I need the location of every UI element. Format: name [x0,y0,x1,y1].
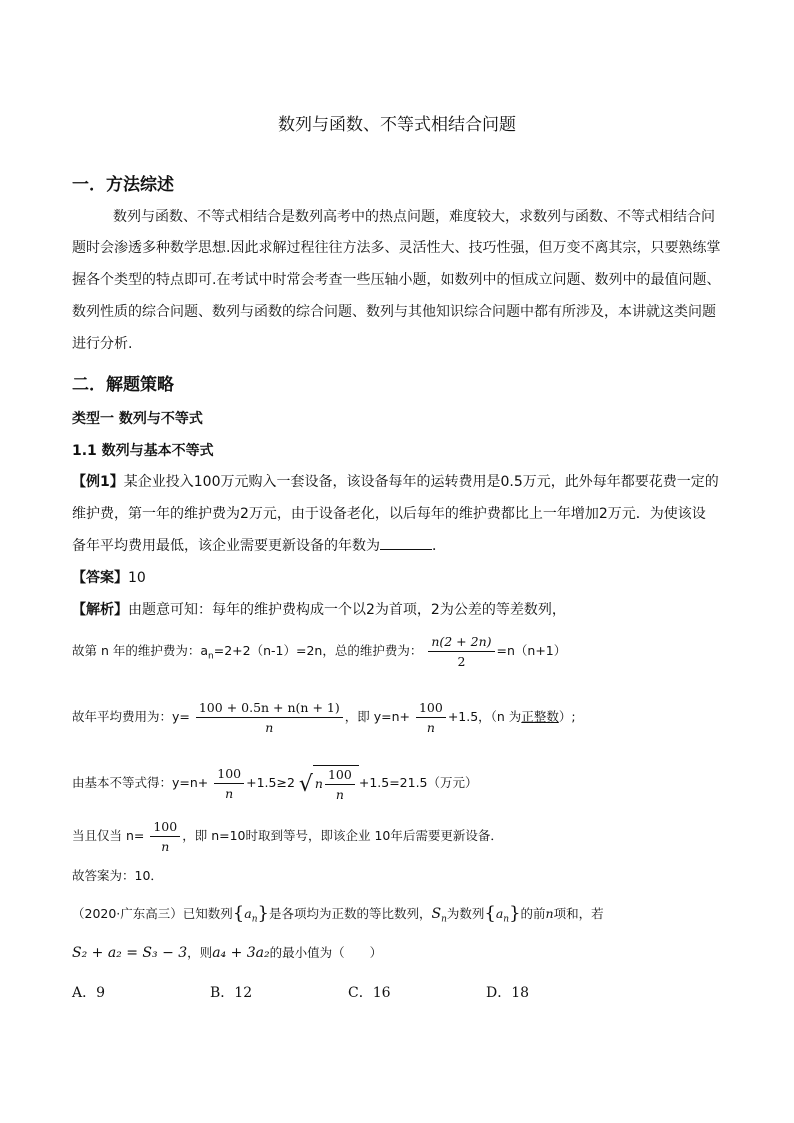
fraction-denominator: n [161,839,170,854]
analysis-text-1: 由题意可知：每年的维护费构成一个以2为首项，2为公差的等差数列， [128,602,566,618]
fraction-average-cost [196,700,343,735]
analysis-line-4 [72,765,478,802]
sum-s: S [431,906,442,922]
section-heading-overview: 一．方法综述 [72,175,174,195]
equality-text: 当且仅当 n= [72,828,145,843]
analysis-line-5 [72,819,503,854]
sequence-a: a [244,906,252,921]
total-text: =2+2（n-1）=2n，总的维护费为： [213,643,423,658]
fraction-denominator: n [426,720,435,735]
domain-text-end: ）; [558,709,576,724]
fraction-numerator: 100 [325,767,355,785]
example-tag: 【例1】 [72,474,124,490]
fraction-total-maintenance [428,634,494,669]
fraction-denominator: n [225,786,234,801]
fraction-numerator: 100 [214,766,244,784]
variable-n: n [545,906,554,921]
answer-value: 10 [128,570,146,586]
average-text: 故年平均费用为：y= [72,709,190,724]
example-text-3: 备年平均费用最低，该企业需要更新设备的年数为 [72,538,380,554]
positive-integer-link: 正整数 [521,709,559,724]
fraction-100-over-n [150,819,180,854]
option-c[interactable]: C．16 [348,985,391,1001]
example-line-1 [72,471,719,491]
fraction-100-over-n [214,766,244,801]
analysis-line-2 [72,634,566,669]
section-heading-strategy: 二．解题策略 [72,375,174,395]
fraction-denominator: n [335,787,344,802]
square-root: √ n $\frac{100}{n}$ [299,765,359,802]
subscript-n: n [503,914,510,925]
answer-blank [380,537,432,550]
fraction-100-over-n [325,767,355,802]
option-d[interactable]: D．18 [486,985,530,1001]
fraction-numerator: 100 + 0.5n + n(n + 1) [196,700,343,718]
type-heading: 类型一 数列与不等式 [72,411,203,427]
subscript-n: n [251,914,258,925]
question-text-5: ，则 [187,945,213,960]
simplified-text: ，即 y=n+ [344,709,410,724]
question-source-text: （2020·广东高三）已知数列 [72,906,233,921]
question-text: 是各项均为正数的等比数列， [268,906,432,921]
overview-line-1: 数列与函数、不等式相结合是数列高考中的热点问题，难度较大，求数列与函数、不等式相结合问 [113,209,715,225]
fraction-numerator: 100 [416,700,446,718]
fraction-denominator: n [265,720,274,735]
question-text-2: 为数列 [446,906,485,921]
maintenance-text: 故第 n 年的维护费为：a [72,643,209,658]
question-line-2 [72,943,382,961]
inequality-middle: +1.5≥2 [246,775,295,790]
example-line-2: 维护费，第一年的维护费为2万元，由于设备老化，以后每年的维护费都比上一年增加2万元．为使该设 [72,506,706,522]
analysis-line-3 [72,700,576,735]
total-result: =n（n+1） [496,643,567,658]
overview-line-5: 进行分析. [72,336,133,352]
option-b[interactable]: B．12 [210,985,253,1001]
question-line-1: （2020·广东高三）已知数列$\{a_n\}$是各项均为正数的等比数列，$S_n$为数列$\{a_n\}$的前n项和，若 [72,903,604,925]
conclusion-text: ，即 n=10时取到等号，即该企业 10年后需要更新设备． [182,828,503,843]
inequality-result: +1.5=21.5（万元） [358,775,478,790]
fraction-100-over-n [416,700,446,735]
domain-text: +1.5，（n 为 [447,709,522,724]
analysis-line-6: 故答案为：10． [72,868,163,883]
question-text-4: 项和，若 [553,906,604,921]
example-line-3 [72,535,446,555]
answer-line [72,567,146,587]
question-text-6: 的最小值为（ ） [269,945,383,960]
radicand-n: n [314,776,323,791]
fraction-numerator: 100 [150,819,180,837]
target-expression: a₄ + 3a₂ [212,945,270,961]
answer-tag: 【答案】 [72,570,128,586]
page-title: 数列与函数、不等式相结合问题 [278,115,516,135]
option-a[interactable]: A．9 [72,985,106,1001]
overview-line-3: 握各个类型的特点即可.在考试中时常会考查一些压轴小题，如数列中的恒成立问题、数列中的最值问题、 [72,272,721,288]
subsection-heading: 1.1 数列与基本不等式 [72,443,214,459]
overview-line-2: 题时会渗透多种数学思想.因此求解过程往往方法多、灵活性大、技巧性强，但万变不离其宗，只要熟练掌 [72,240,721,256]
analysis-tag: 【解析】 [72,602,128,618]
subscript-n: n [441,914,447,925]
condition-equation: S₂ + a₂ = S₃ − 3 [72,945,188,961]
sequence-a: a [495,906,504,921]
example-text-1: 某企业投入100万元购入一套设备，该设备每年的运转费用是0.5万元，此外每年都要花费一定的 [123,474,719,490]
fraction-denominator: 2 [457,654,466,669]
fraction-numerator: n(2 + 2n) [428,634,494,652]
example-text-3-end: ． [432,538,446,554]
question-text-3: 的前 [520,906,546,921]
subscript-n: n [208,651,214,662]
analysis-line-1 [72,599,566,619]
inequality-text: 由基本不等式得：y=n+ [72,775,209,790]
overview-line-4: 数列性质的综合问题、数列与函数的综合问题、数列与其他知识综合问题中都有所涉及，本讲就这类问题 [72,304,716,320]
